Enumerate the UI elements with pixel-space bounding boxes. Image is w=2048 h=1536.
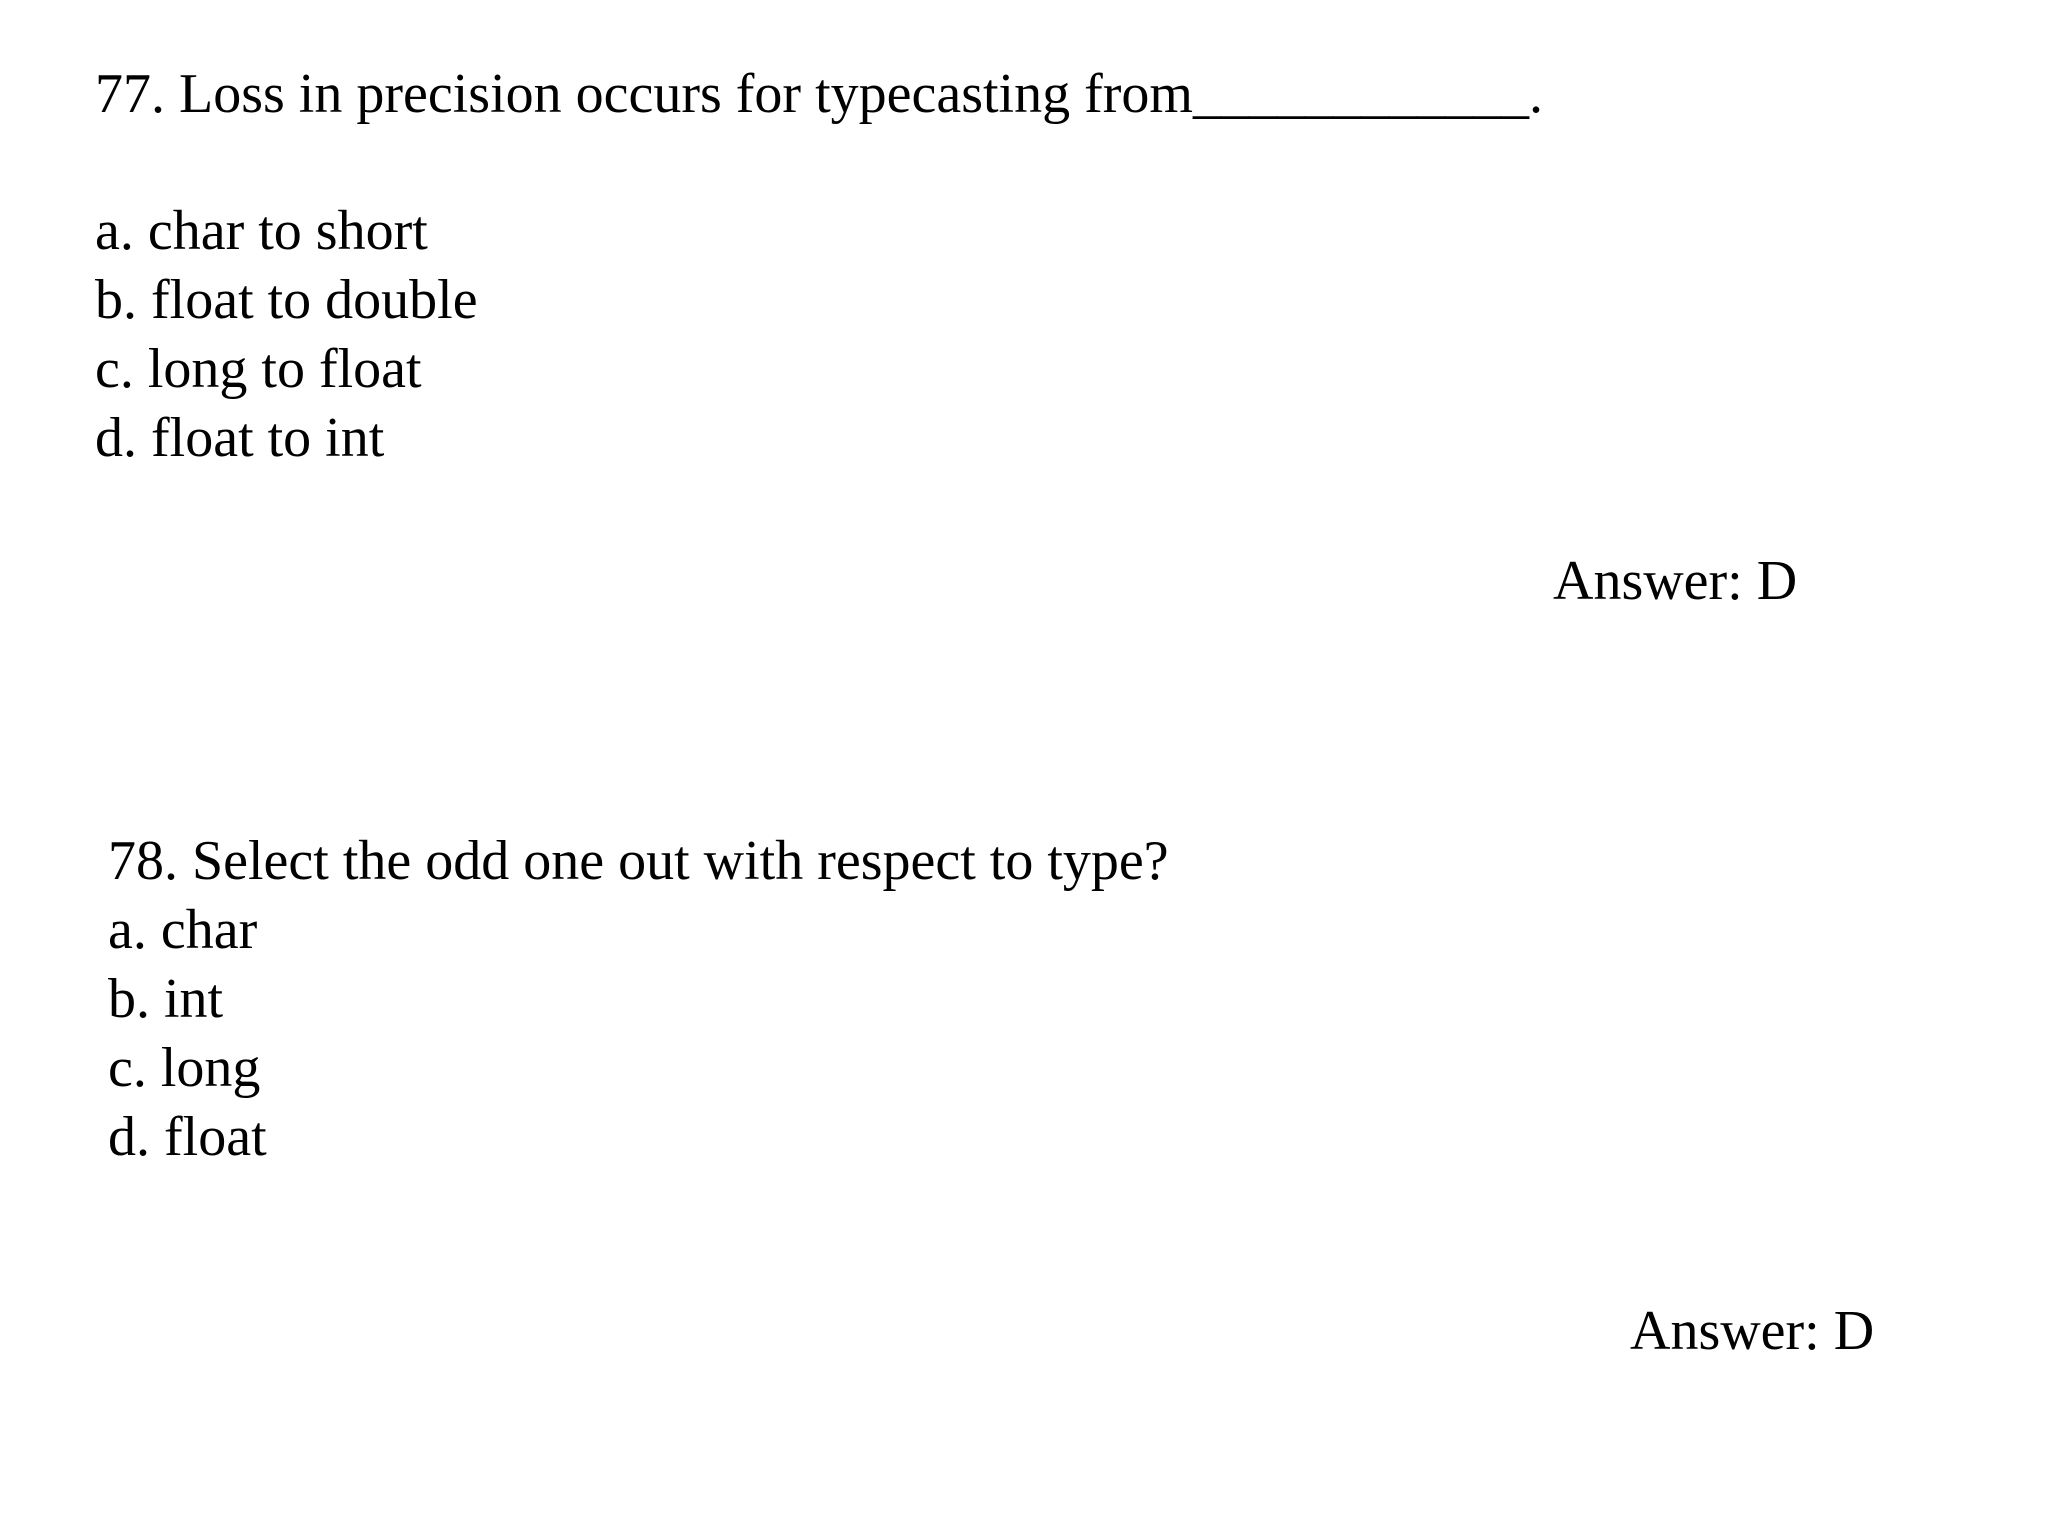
question-text: 78. Select the odd one out with respect to type? bbox=[108, 830, 1169, 892]
option-a: a. char bbox=[108, 899, 258, 961]
option-d: d. float to int bbox=[95, 407, 385, 469]
option-c: c. long to float bbox=[95, 338, 422, 400]
option-c: c. long bbox=[108, 1037, 261, 1099]
option-a: a. char to short bbox=[95, 200, 428, 262]
answer-text: Answer: D bbox=[1630, 1300, 1875, 1362]
option-d: d. float bbox=[108, 1106, 267, 1168]
option-b: b. int bbox=[108, 968, 224, 1030]
question-text: 77. Loss in precision occurs for typecasting from____________. bbox=[95, 63, 1543, 125]
answer-text: Answer: D bbox=[1553, 550, 1798, 612]
option-b: b. float to double bbox=[95, 269, 478, 331]
